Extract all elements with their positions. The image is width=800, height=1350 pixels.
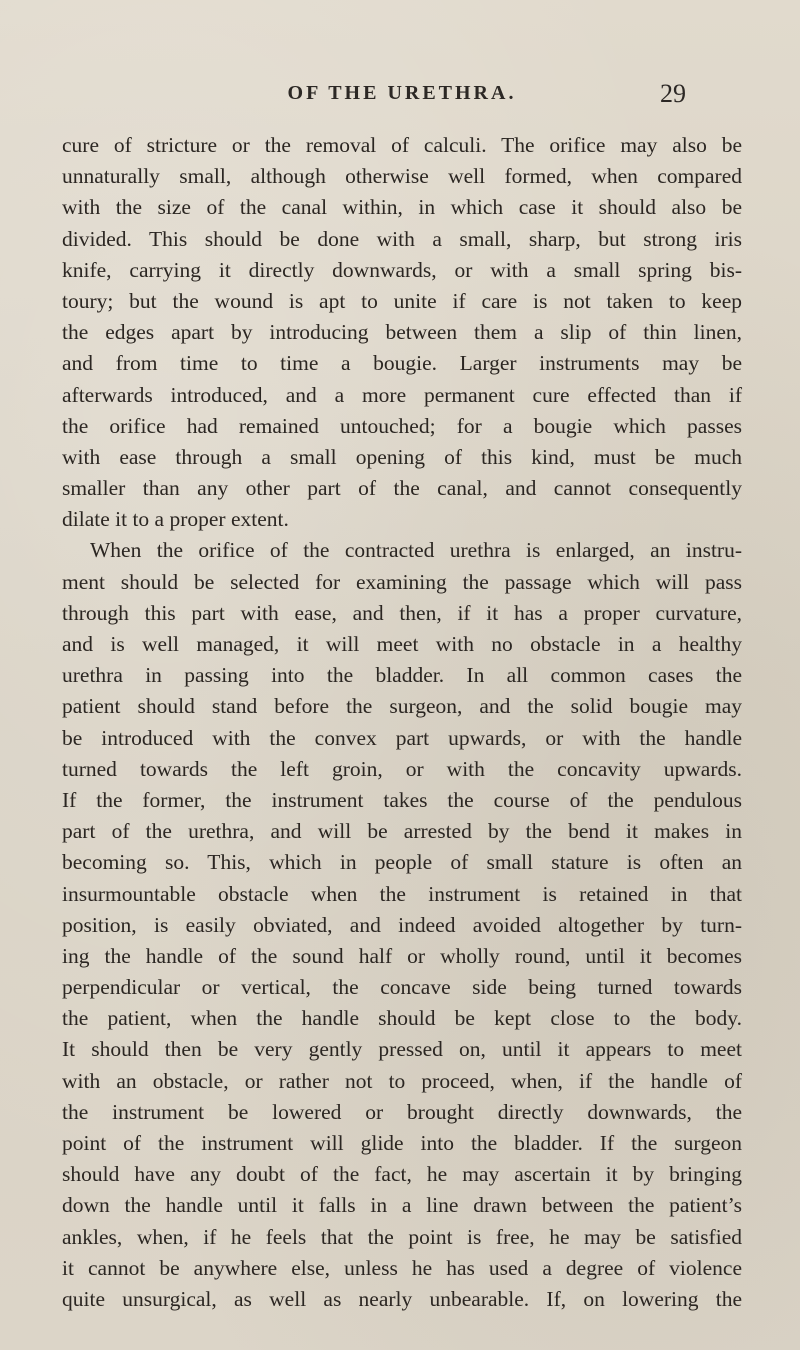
text-line: down the handle until it falls in a line drawn between the patient’s — [62, 1193, 742, 1218]
text-line: ment should be selected for examining the passage which will pass — [62, 569, 742, 594]
text-line: point of the instrument will glide into the bladder. If the surgeon — [62, 1131, 742, 1155]
text-line: the instrument be lowered or brought directly downwards, the — [62, 1099, 742, 1124]
text-line: ankles, when, if he feels that the point is free, he may be satisfied — [62, 1224, 742, 1249]
text-line: toury; but the wound is apt to unite if care is not taken to keep — [62, 288, 742, 313]
text-line: and is well managed, it will meet with no obstacle in a healthy — [62, 632, 742, 656]
text-line: with the size of the canal within, in which case it should also be — [62, 195, 742, 220]
text-line: be introduced with the convex part upwards, or with the handle — [62, 725, 742, 750]
text-line: ing the handle of the sound half or wholly round, until it becomes — [62, 943, 742, 968]
text-line: the orifice had remained untouched; for a bougie which passes — [62, 413, 742, 438]
text-line: knife, carrying it directly downwards, or with a small spring bis- — [62, 257, 742, 282]
page-number: 29 — [660, 79, 686, 108]
running-header — [62, 79, 742, 112]
text-line: through this part with ease, and then, if it has a proper curvature, — [62, 600, 742, 625]
text-line: with ease through a small opening of this kind, must be much — [62, 444, 742, 469]
text-line: afterwards introduced, and a more permanent cure effected than if — [62, 382, 742, 407]
text-line: the patient, when the handle should be kept close to the body. — [62, 1006, 742, 1031]
text-line: part of the urethra, and will be arrested by the bend it makes in — [62, 819, 742, 844]
text-line: and from time to time a bougie. Larger instruments may be — [62, 351, 742, 376]
text-line: cure of stricture or the removal of calculi. The orifice may also be — [62, 133, 742, 157]
text-line: position, is easily obviated, and indeed avoided altogether by turn- — [62, 912, 742, 937]
text-line: with an obstacle, or rather not to proceed, when, if the handle of — [62, 1068, 742, 1093]
text-line: turned towards the left groin, or with the concavity upwards. — [62, 756, 742, 781]
text-line: the edges apart by introducing between them a slip of thin linen, — [62, 320, 742, 345]
text-line: If the former, the instrument takes the course of the pendulous — [62, 787, 742, 812]
text-line: it cannot be anywhere else, unless he has used a degree of violence — [62, 1255, 742, 1280]
running-title: OF THE URETHRA. — [287, 82, 517, 104]
text-line: insurmountable obstacle when the instrument is retained in that — [62, 881, 742, 906]
text-line: patient should stand before the surgeon, and the solid bougie may — [62, 694, 742, 719]
text-line: It should then be very gently pressed on, until it appears to meet — [62, 1037, 742, 1062]
text-line: divided. This should be done with a small, sharp, but strong iris — [62, 226, 742, 251]
text-line: smaller than any other part of the canal, and cannot consequently — [62, 476, 742, 501]
text-line: should have any doubt of the fact, he may ascertain it by bringing — [62, 1162, 742, 1187]
text-line: unnaturally small, although otherwise well formed, when compared — [62, 164, 742, 189]
text-line: becoming so. This, which in people of small stature is often an — [62, 850, 742, 875]
text-line: urethra in passing into the bladder. In all common cases the — [62, 663, 742, 688]
body-text — [62, 130, 742, 1315]
text-line: quite unsurgical, as well as nearly unbearable. If, on lowering the — [62, 1286, 742, 1311]
text-line: perpendicular or vertical, the concave side being turned towards — [62, 975, 742, 1000]
paragraph-end-line: dilate it to a proper extent. — [62, 507, 289, 532]
paragraph-start-line: When the orifice of the contracted urethra is enlarged, an instru- — [90, 538, 742, 563]
